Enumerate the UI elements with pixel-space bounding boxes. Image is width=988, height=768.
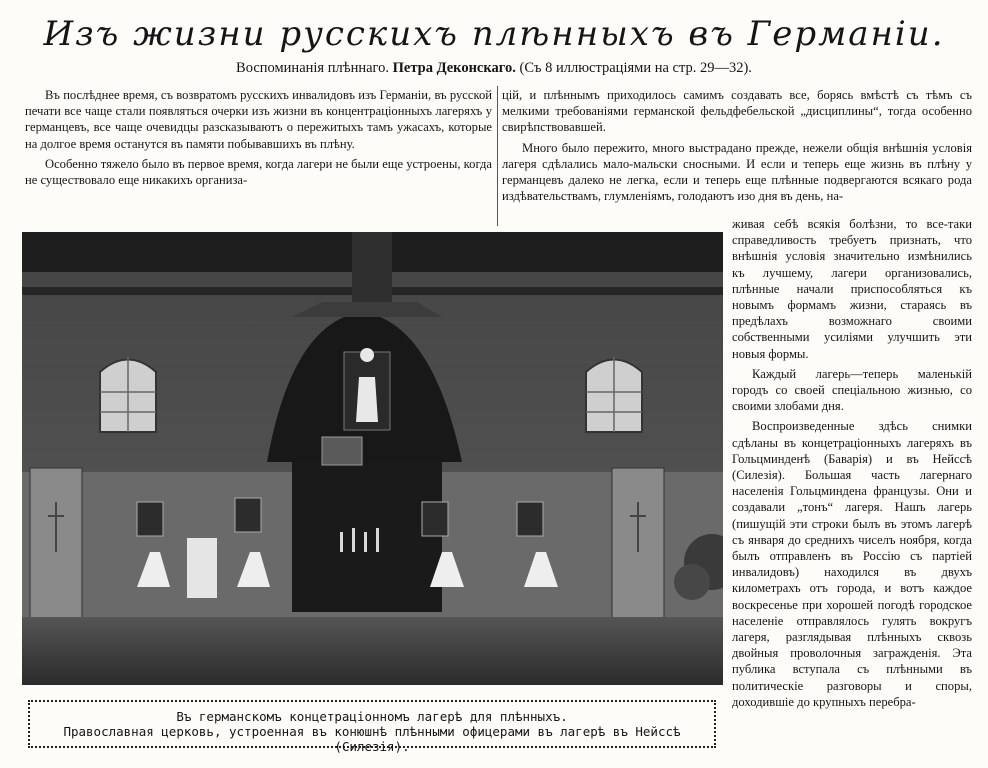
caption-line-1: Въ германскомъ концетраціонномъ лагерѣ для плѣнныхъ. — [176, 709, 568, 724]
text-column-right — [732, 216, 972, 710]
paragraph: цій, и плѣннымъ приходилось самимъ создавать все, борясь вмѣстѣ съ тѣмъ съ мелкими требованіями германской фельдфебельской „дисциплины“, тогда особенно свирѣпствовавшей. — [502, 88, 972, 135]
text-column-left — [25, 87, 492, 188]
paragraph: Особенно тяжело было въ первое время, когда лагери не были еще устроены, когда не существовало еще никакихъ организа- — [25, 156, 492, 188]
paragraph: Въ послѣднее время, съ возвратомъ русскихъ инвалидовъ изъ Германіи, въ русской печати все чаще стали появляться очерки изъ жизни въ концентраціонныхъ лагеряхъ у германцевъ, все чаще очевидцы разсказываютъ о пережитыхъ тамъ ужасахъ, которые на долгое время останутся въ памяти побывавшихъ въ плѣну. — [25, 88, 492, 151]
chapel-interior-photo — [22, 232, 723, 685]
paragraph: Каждый лагерь—теперь маленькій городъ со своей спеціальною жизнью, со своими злобами дня. — [732, 366, 972, 414]
photo-caption — [28, 700, 716, 754]
author-name: Петра Деконскаго. — [392, 60, 516, 76]
text-column-middle — [502, 87, 972, 204]
paragraph: Воспроизведенные здѣсь снимки сдѣланы въ концетраціонныхъ лагеряхъ въ Гольцминденѣ (Баварія) и въ Нейссѣ (Силезія). Большая часть лагернаго населенія Гольцминдена французы. Они и создавали „тонъ“ лагеря. Нашъ лагерь (пишущій эти строки былъ въ этомъ лагерѣ съ января до среднихъ чиселъ ноября, когда былъ отправленъ въ Россію съ партіей инвалидовъ) находился въ двухъ километрахъ отъ города, и вотъ каждое воскресенье при хорошей погодѣ городское населеніе отправлялось гулять вокругъ лагеря, разглядывая плѣнныхъ сквозь двойныя проволочныя загражденія. Эта публика вступала съ плѣнными въ политическіе разговоры и споры, доходившіе до крупныхъ перебра- — [732, 419, 972, 709]
article-subtitle — [0, 60, 988, 77]
subtitle-prefix: Воспоминанія плѣннаго. — [236, 60, 393, 76]
column-divider — [497, 86, 498, 226]
paragraph: живая себѣ всякія болѣзни, то все-таки справедливость требуетъ признать, что внѣшнія условія значительно измѣнились къ лучшему, лагери организовались, плѣнные начали приспособляться къ новымъ формамъ жизни, стараясь въ предѣлахъ возможнаго своими собственными усиліями улучшить эти новыя формы. — [732, 217, 972, 361]
caption-line-2: Православная церковь, устроенная въ конюшнѣ плѣнными офицерами въ лагерѣ въ Нейссѣ (Силезія). — [63, 724, 681, 754]
article-title: Изъ жизни русскихъ плѣнныхъ въ Германіи. — [43, 14, 945, 54]
subtitle-suffix: (Съ 8 иллюстраціями на стр. 29—32). — [515, 60, 752, 76]
paragraph: Много было пережито, много выстрадано прежде, нежели общія внѣшнія условія лагеря сдѣлались мало-мальски сносными. И если и теперь еще жизнь въ плѣну у германцевъ далеко не легка, если и теперь еще плѣнные подвергаются всякаго рода издѣвательствамъ, глумленіямъ, голодаютъ изо дня въ день, на- — [502, 140, 972, 204]
